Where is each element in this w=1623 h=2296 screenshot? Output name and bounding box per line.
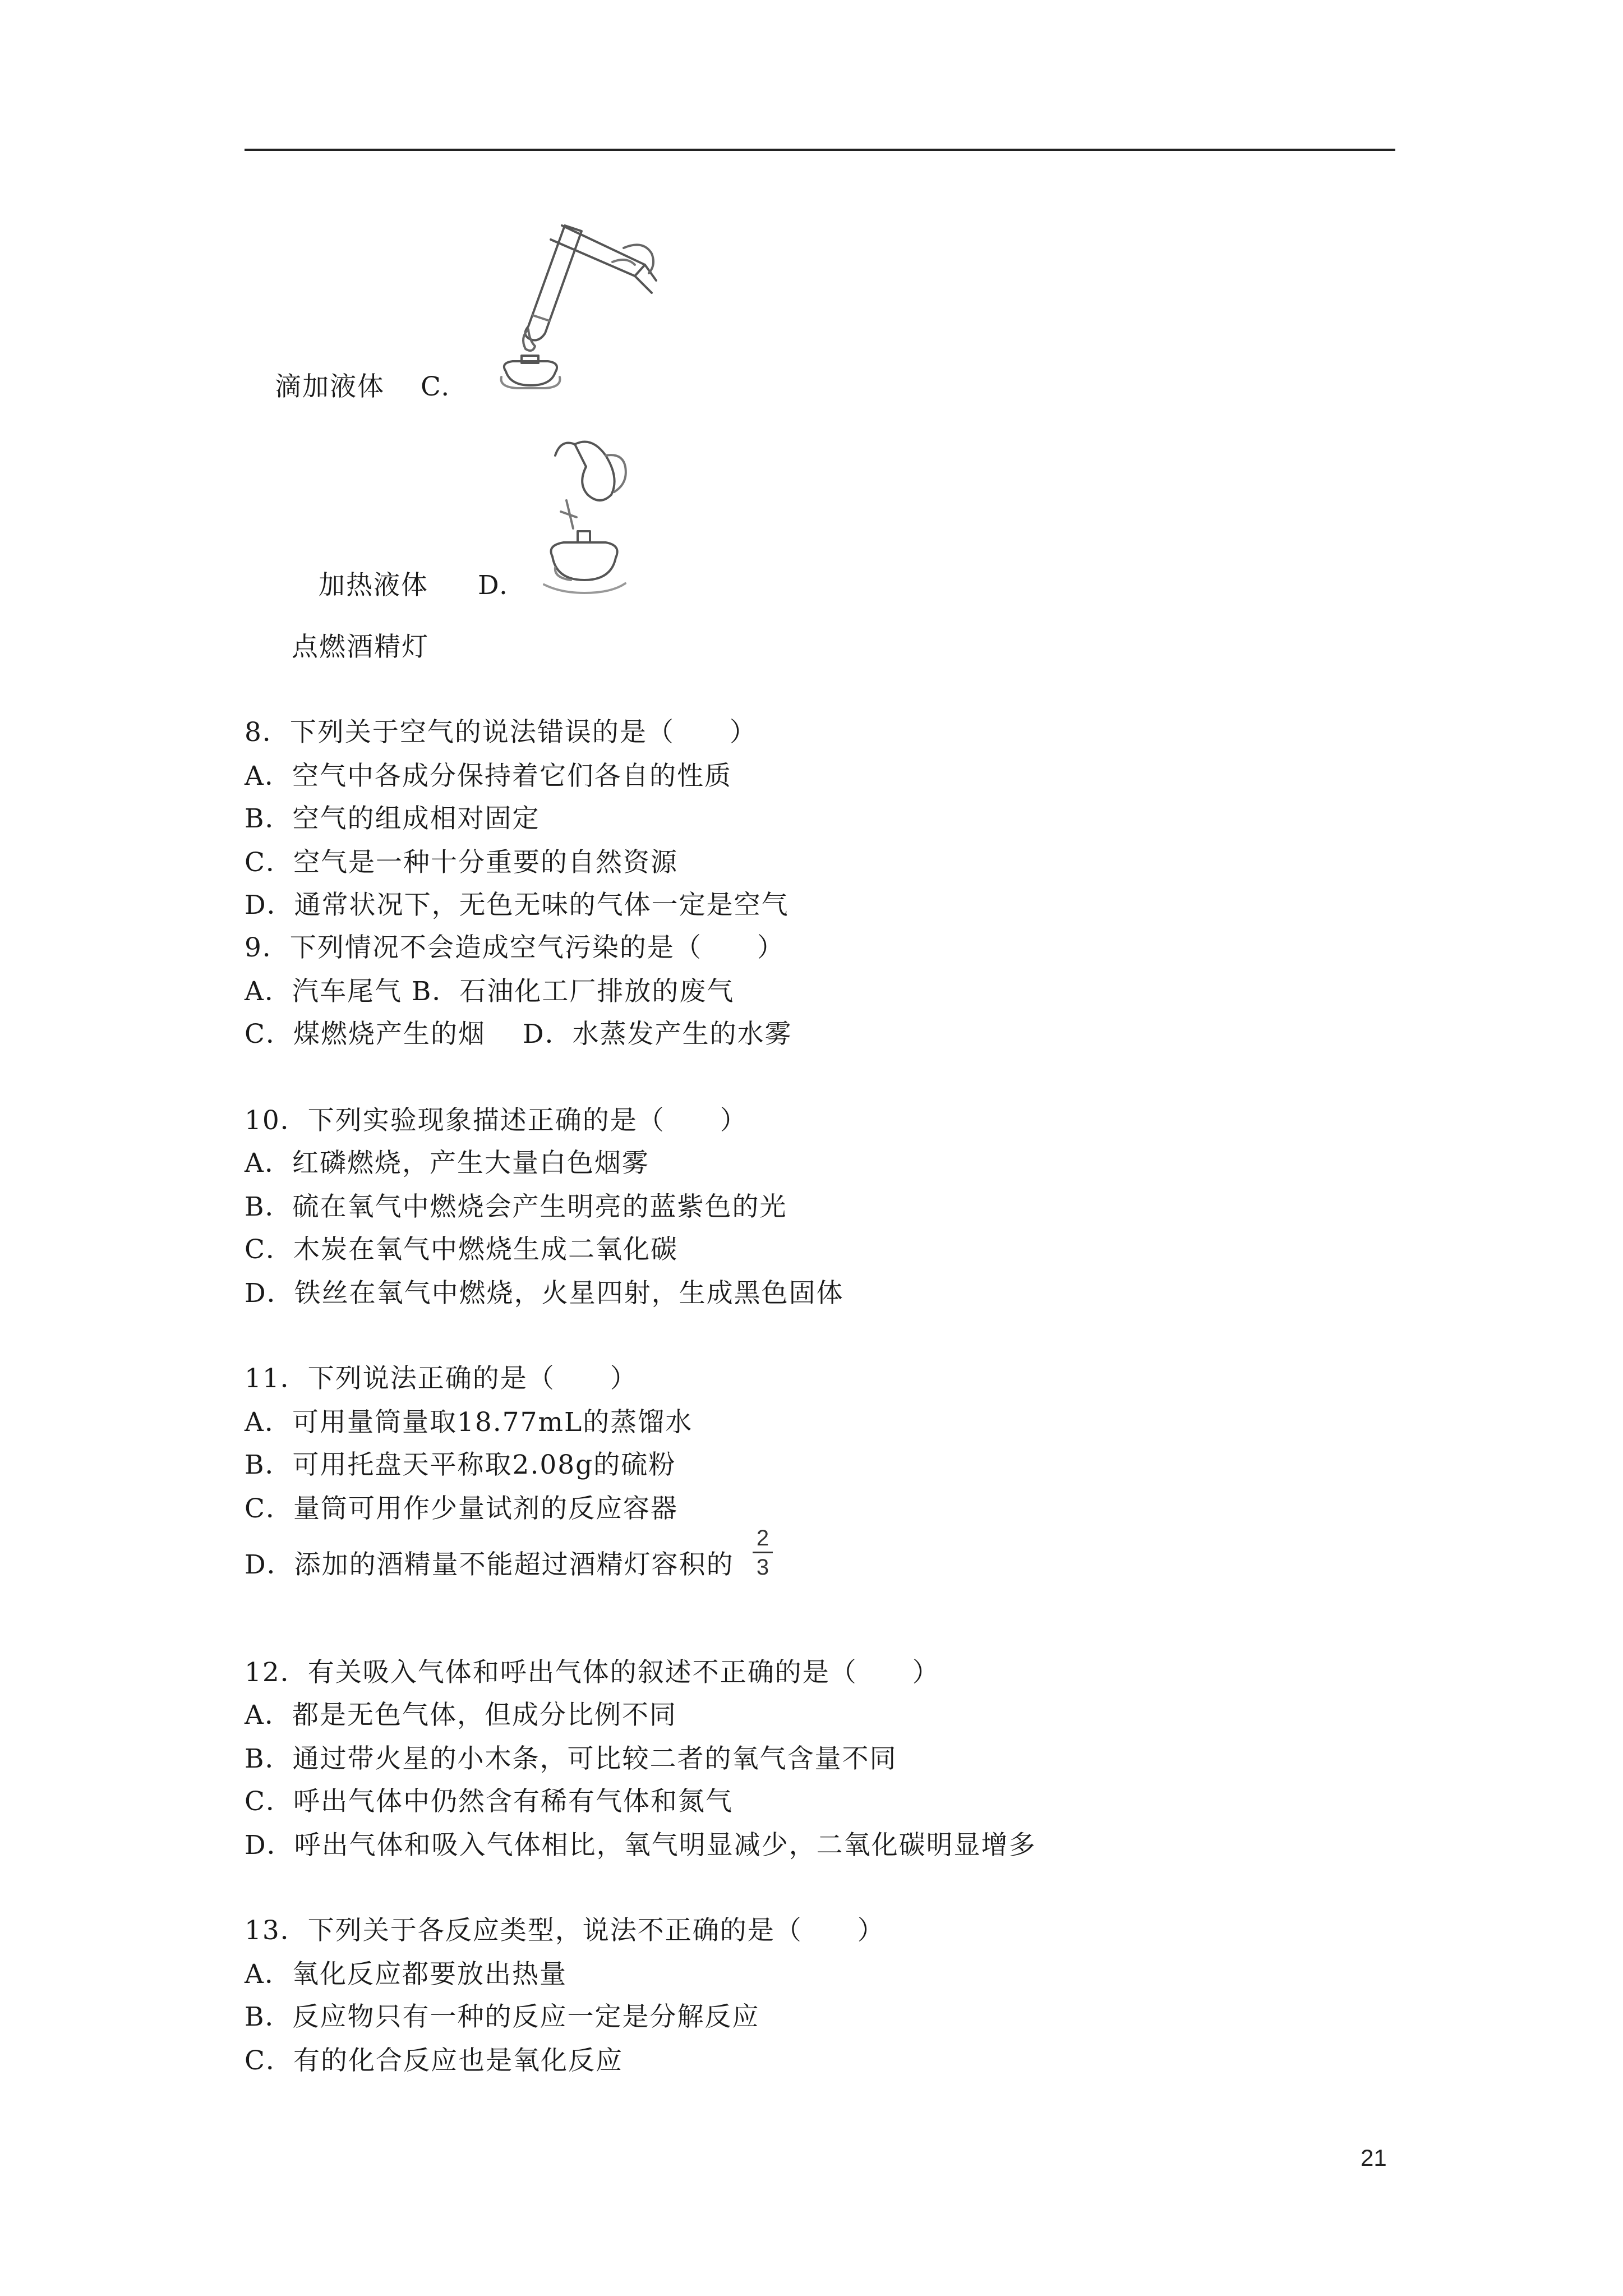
heating-liquid-test-tube-icon [467, 209, 657, 394]
fraction-numerator: 2 [756, 1526, 769, 1550]
caption-d: 点燃酒精灯 [292, 632, 429, 662]
question-8-option-d: D．通常状况下，无色无味的气体一定是空气 [245, 890, 789, 921]
question-11-option-c: C．量筒可用作少量试剂的反应容器 [245, 1493, 678, 1524]
fraction-bar [753, 1552, 773, 1553]
question-9-stem: 9．下列情况不会造成空气污染的是（ ） [245, 932, 785, 963]
question-10-option-d: D．铁丝在氧气中燃烧，火星四射，生成黑色固体 [245, 1278, 844, 1309]
question-11-option-b: B．可用托盘天平称取2.08g的硫粉 [245, 1450, 676, 1480]
question-8-option-b: B．空气的组成相对固定 [245, 803, 540, 834]
question-10-option-a: A．红磷燃烧，产生大量白色烟雾 [245, 1148, 649, 1179]
question-13-option-b: B．反应物只有一种的反应一定是分解反应 [245, 2001, 760, 2032]
question-12-option-c: C．呼出气体中仍然含有稀有气体和氮气 [245, 1786, 733, 1817]
fraction-denominator: 3 [756, 1555, 769, 1580]
lighting-alcohol-lamp-icon [522, 433, 667, 601]
question-9-option-ab: A．汽车尾气 B．石油化工厂排放的废气 [245, 976, 735, 1007]
question-11-option-a: A．可用量筒量取18.77mL的蒸馏水 [245, 1407, 693, 1438]
question-13-option-c: C．有的化合反应也是氧化反应 [245, 2045, 623, 2076]
question-11-stem: 11．下列说法正确的是（ ） [245, 1363, 638, 1394]
header-rule [245, 149, 1395, 151]
question-12-option-a: A．都是无色气体，但成分比例不同 [245, 1700, 677, 1731]
page-number: 21 [1361, 2145, 1387, 2171]
question-11-option-d: D．添加的酒精量不能超过酒精灯容积的 [245, 1549, 734, 1580]
question-13-stem: 13．下列关于各反应类型，说法不正确的是（ ） [245, 1915, 885, 1946]
question-12-option-b: B．通过带火星的小木条，可比较二者的氧气含量不同 [245, 1743, 897, 1774]
caption-b: 滴加液体 [275, 371, 385, 402]
question-10-stem: 10．下列实验现象描述正确的是（ ） [245, 1105, 748, 1136]
question-10-option-b: B．硫在氧气中燃烧会产生明亮的蓝紫色的光 [245, 1191, 787, 1222]
question-8-option-c: C．空气是一种十分重要的自然资源 [245, 847, 678, 878]
question-10-option-c: C．木炭在氧气中燃烧生成二氧化碳 [245, 1234, 678, 1265]
question-12-option-d: D．呼出气体和吸入气体相比，氧气明显减少，二氧化碳明显增多 [245, 1830, 1036, 1861]
option-letter-c: C. [421, 371, 451, 402]
caption-c: 加热液体 [319, 570, 428, 601]
question-9-option-cd: C．煤燃烧产生的烟 D．水蒸发产生的水雾 [245, 1019, 792, 1050]
question-8-option-a: A．空气中各成分保持着它们各自的性质 [245, 761, 732, 792]
question-8-stem: 8．下列关于空气的说法错误的是（ ） [245, 717, 757, 748]
question-13-option-a: A．氧化反应都要放出热量 [245, 1959, 567, 1990]
option-letter-d: D. [478, 570, 509, 601]
question-12-stem: 12．有关吸入气体和呼出气体的叙述不正确的是（ ） [245, 1657, 940, 1688]
